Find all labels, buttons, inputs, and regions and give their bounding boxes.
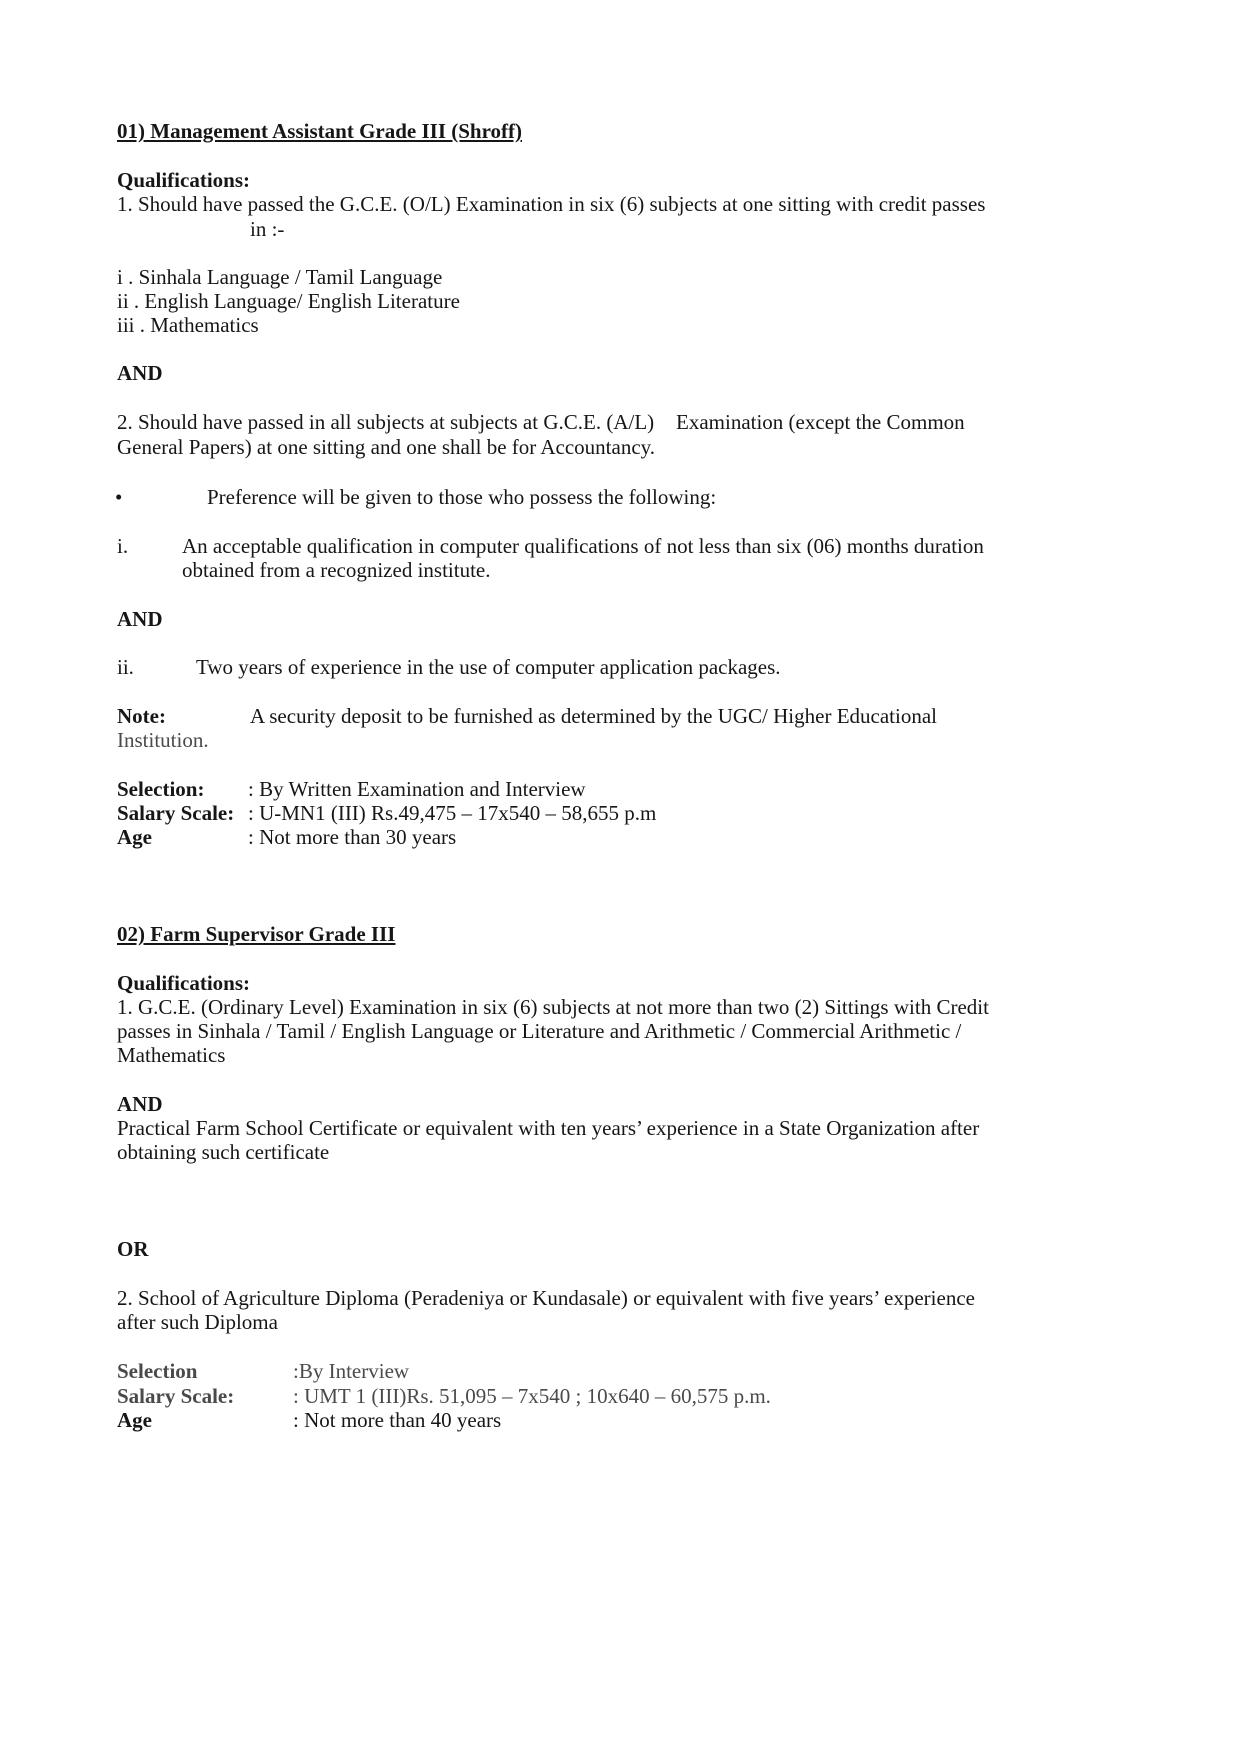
qualification-2-line2: General Papers) at one sitting and one shall be for Accountancy. [117,435,656,459]
subject-item: ii . English Language/ English Literature [117,289,460,313]
qualification-2-line1b: Examination (except the Common [676,410,965,434]
age-value: : Not more than 40 years [293,1408,502,1432]
note-text-continued: Institution. [117,728,209,752]
salary-scale-value: : UMT 1 (III)Rs. 51,095 – 7x540 ; 10x640 – 60,575 p.m. [293,1384,771,1408]
section-heading-farm-supervisor: 02) Farm Supervisor Grade III [117,922,396,946]
qualification-1-line3: Mathematics [117,1043,226,1067]
and-connector: AND [117,607,163,631]
qualification-1-line2: passes in Sinhala / Tamil / English Language or Literature and Arithmetic / Commercial Arithmetic / [117,1019,962,1043]
and-connector: AND [117,361,163,385]
qualification-1-line1: 1. Should have passed the G.C.E. (O/L) Examination in six (6) subjects at one sitting with credit passes [117,192,986,216]
and-connector: AND [117,1092,163,1116]
selection-label: Selection [117,1359,198,1383]
age-label: Age [117,1408,152,1432]
preference-ii-text: Two years of experience in the use of computer application packages. [196,655,781,679]
or-connector: OR [117,1237,149,1261]
selection-value: : By Written Examination and Interview [248,777,586,801]
subject-item: iii . Mathematics [117,313,259,337]
preference-text: Preference will be given to those who possess the following: [207,485,717,509]
age-label: Age [117,825,152,849]
qualifications-label: Qualifications: [117,971,251,995]
qualification-2-line1a: 2. Should have passed in all subjects at subjects at G.C.E. (A/L) [117,410,655,434]
qualifications-label: Qualifications: [117,168,251,192]
selection-value: :By Interview [293,1359,410,1383]
salary-scale-label: Salary Scale: [117,801,235,825]
preference-i-line2: obtained from a recognized institute. [182,558,491,582]
salary-scale-value: : U-MN1 (III) Rs.49,475 – 17x540 – 58,655 p.m [248,801,657,825]
selection-label: Selection: [117,777,205,801]
qualification-2-line2: after such Diploma [117,1310,278,1334]
note-text: A security deposit to be furnished as determined by the UGC/ Higher Educational [250,704,938,728]
qualification-2-line1: 2. School of Agriculture Diploma (Peradeniya or Kundasale) or equivalent with five years’ experience [117,1286,975,1310]
salary-scale-label: Salary Scale: [117,1384,235,1408]
subject-item: i . Sinhala Language / Tamil Language [117,265,443,289]
preference-i-line1: An acceptable qualification in computer qualifications of not less than six (06) months duration [182,534,984,558]
preference-ii-number: ii. [117,655,134,679]
section-heading-management-assistant: 01) Management Assistant Grade III (Shroff) [117,119,523,143]
certificate-line1: Practical Farm School Certificate or equivalent with ten years’ experience in a State Organization after [117,1116,980,1140]
age-value: : Not more than 30 years [248,825,457,849]
bullet-icon: • [115,485,123,509]
qualification-1-line1: 1. G.C.E. (Ordinary Level) Examination in six (6) subjects at not more than two (2) Sittings with Credit [117,995,989,1019]
preference-i-number: i. [117,534,129,558]
certificate-line2: obtaining such certificate [117,1140,330,1164]
note-label: Note: [117,704,166,728]
qualification-1-line2: in :- [250,217,285,241]
